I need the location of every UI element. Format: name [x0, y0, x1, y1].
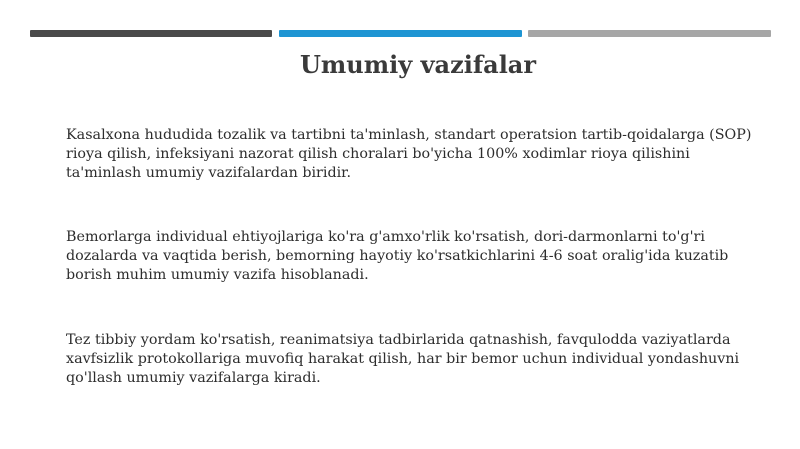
accent-bar-gray [528, 30, 771, 37]
paragraph-patient-care: Bemorlarga individual ehtiyojlariga ko'ra g'amxo'rlik ko'rsatish, dori-darmonlarni to'g'ri dozalarda va vaqtida berish, bemorning hayotiy ko'rsatkichlarini 4-6 soat oralig'ida kuzatib borish muhim umumiy vazifa hisoblanadi. [66, 229, 729, 283]
slide-title: Umumiy vazifalar [299, 50, 536, 79]
paragraph-emergency-care: Tez tibbiy yordam ko'rsatish, reanimatsiya tadbirlarida qatnashish, favqulodda vaziyatlarda xavfsizlik protokollariga muvofiq harakat qilish, har bir bemor uchun individual yondashuvni qo'llash umumiy vazifalarga kiradi. [66, 332, 740, 386]
accent-bar-dark [30, 30, 272, 37]
accent-bar-blue [279, 30, 522, 37]
paragraph-cleanliness: Kasalxona hududida tozalik va tartibni ta'minlash, standart operatsion tartib-qoidalarga (SOP) rioya qilish, infeksiyani nazorat qilish choralari bo'yicha 100% xodimlar rioya qilishini ta'minlash umumiy vazifalardan biridir. [66, 127, 752, 181]
